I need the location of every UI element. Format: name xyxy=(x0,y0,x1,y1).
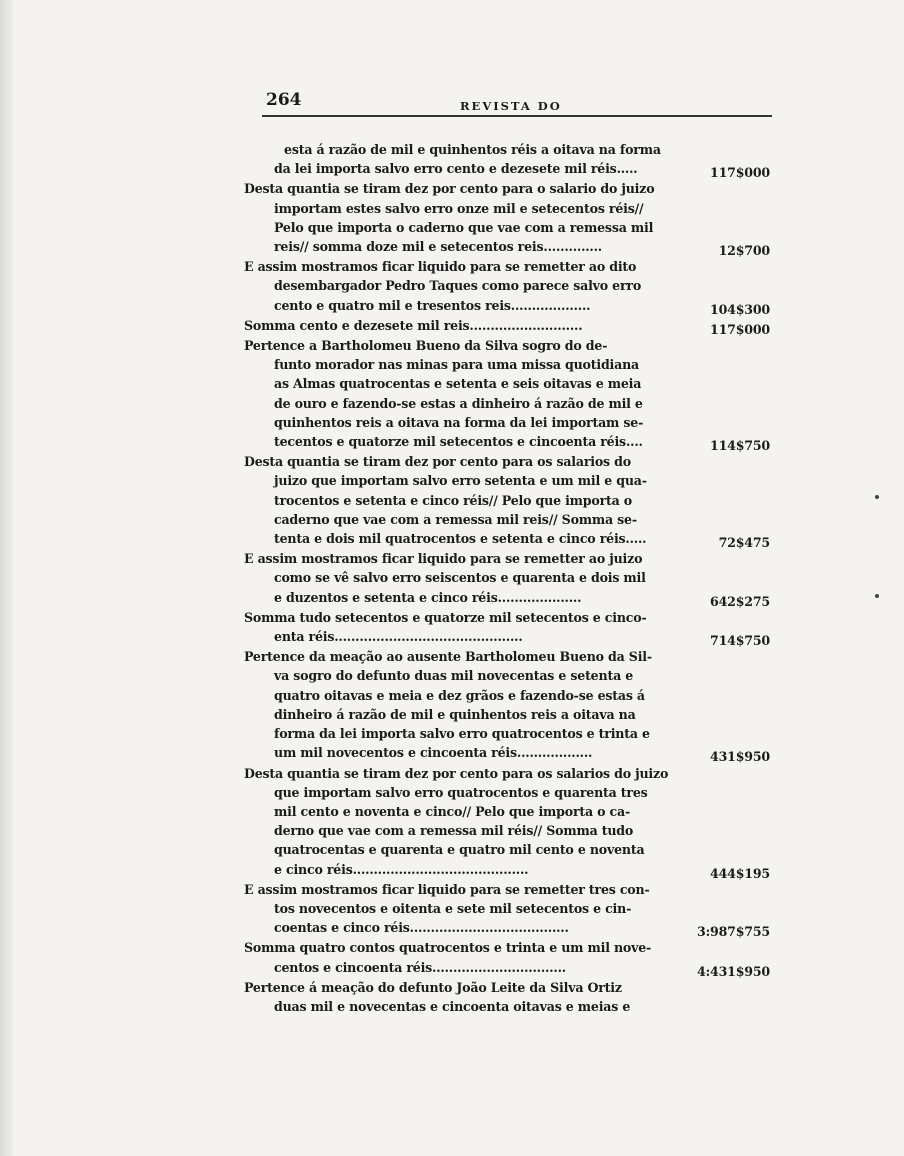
entry-line: derno que vae com a remessa mil réis// Somma tudo xyxy=(274,823,634,839)
entry-line: e cinco réis.......................................... xyxy=(274,861,529,877)
entry-line: Somma tudo setecentos e quatorze mil setecentos e cinco- xyxy=(244,609,647,625)
ledger-entry xyxy=(244,140,784,181)
ledger-entry xyxy=(244,179,784,259)
entry-line: quinhentos reis a oitava na forma da lei importam se- xyxy=(274,414,644,430)
document-body xyxy=(244,140,784,1017)
entry-line: Desta quantia se tiram dez por cento para os salarios do xyxy=(244,454,631,470)
entry-line: va sogro do defunto duas mil novecentas e setenta e xyxy=(274,668,634,684)
entry-line: mil cento e noventa e cinco// Pelo que importa o ca- xyxy=(274,803,630,819)
entry-line: quatro oitavas e meia e dez grãos e fazendo-se estas á xyxy=(274,687,645,703)
entry-line: esta á razão de mil e quinhentos réis a oitava na forma xyxy=(284,142,661,157)
ledger-entry xyxy=(244,938,784,979)
page-header xyxy=(262,86,772,116)
entry-line: trocentos e setenta e cinco réis// Pelo que importa o xyxy=(274,492,632,508)
entry-line: tenta e dois mil quatrocentos e setenta e cinco réis..... xyxy=(274,531,647,547)
entry-line: reis// somma doze mil e setecentos reis.............. xyxy=(274,239,602,255)
entry-line: E assim mostramos ficar liquido para se remetter tres con- xyxy=(244,881,650,897)
ink-speck xyxy=(875,495,879,499)
ledger-entry xyxy=(244,257,784,315)
entry-line: tecentos e quatorze mil setecentos e cincoenta réis.... xyxy=(274,434,643,450)
entry-line: importam estes salvo erro onze mil e setecentos réis// xyxy=(274,200,644,216)
entry-line: as Almas quatrocentas e setenta e seis oitavas e meia xyxy=(274,376,642,392)
entry-line: Desta quantia se tiram dez por cento para os salarios do juizo xyxy=(244,765,669,781)
entry-amount: 12$700 xyxy=(718,243,770,259)
entry-line: da lei importa salvo erro cento e dezesete mil réis..... xyxy=(274,161,638,177)
entry-line: E assim mostramos ficar liquido para se remetter ao dito xyxy=(244,259,637,275)
entry-line: e duzentos e setenta e cinco réis.................... xyxy=(274,589,582,605)
ledger-entry xyxy=(244,316,784,335)
entry-line: enta réis............................................. xyxy=(274,629,523,645)
entry-line: como se vê salvo erro seiscentos e quarenta e dois mil xyxy=(274,570,646,586)
entry-line: Pertence da meação ao ausente Bartholomeu Bueno da Sil- xyxy=(244,649,652,665)
entry-line: que importam salvo erro quatrocentos e quarenta tres xyxy=(274,784,648,800)
page-edge-shadow xyxy=(0,0,14,1156)
entry-line: E assim mostramos ficar liquido para se remetter ao juizo xyxy=(244,551,643,567)
entry-amount: 3:987$755 xyxy=(697,924,770,940)
page-number: 264 xyxy=(266,90,302,110)
ink-speck xyxy=(875,594,879,598)
entry-line: desembargador Pedro Taques como parece salvo erro xyxy=(274,278,642,294)
entry-line: coentas e cinco réis...................................... xyxy=(274,920,569,936)
entry-line: forma da lei importa salvo erro quatrocentos e trinta e xyxy=(274,726,650,742)
ledger-entry xyxy=(244,336,784,454)
entry-amount: 444$195 xyxy=(710,865,770,881)
entry-amount: 114$750 xyxy=(710,438,770,454)
entry-amount: 4:431$950 xyxy=(697,963,770,979)
entry-line: Somma quatro contos quatrocentos e trinta e um mil nove- xyxy=(244,940,652,956)
entry-amount: 117$000 xyxy=(710,321,770,337)
entry-line: Pelo que importa o caderno que vae com a remessa mil xyxy=(274,219,654,235)
entry-line: tos novecentos e oitenta e sete mil setecentos e cin- xyxy=(274,900,632,916)
entry-line: de ouro e fazendo-se estas a dinheiro á razão de mil e xyxy=(274,395,643,411)
entry-line: cento e quatro mil e tresentos reis................... xyxy=(274,297,591,313)
entry-amount: 104$300 xyxy=(710,301,770,317)
entry-amount: 642$275 xyxy=(710,593,770,609)
ledger-entry xyxy=(244,608,784,649)
entry-line: dinheiro á razão de mil e quinhentos reis a oitava na xyxy=(274,706,636,722)
ledger-entry xyxy=(244,452,784,551)
entry-line: caderno que vae com a remessa mil reis// Somma se- xyxy=(274,511,637,527)
entry-amount: 117$000 xyxy=(710,165,770,181)
running-title: REVISTA DO xyxy=(460,99,562,113)
entry-line: um mil novecentos e cincoenta réis.................. xyxy=(274,745,593,761)
entry-line: quatrocentas e quarenta e quatro mil cento e noventa xyxy=(274,842,645,858)
entry-line: Desta quantia se tiram dez por cento para o salario do juizo xyxy=(244,181,655,197)
entry-amount: 72$475 xyxy=(718,535,770,551)
ledger-entry xyxy=(244,647,784,765)
ledger-entry xyxy=(244,880,784,938)
ledger-entry xyxy=(244,764,784,879)
entry-amount: 714$750 xyxy=(710,633,770,649)
entry-line: funto morador nas minas para uma missa quotidiana xyxy=(274,357,640,373)
entry-line: Pertence a Bartholomeu Bueno da Silva sogro do de- xyxy=(244,338,608,354)
entry-line: duas mil e novecentas e cincoenta oitavas e meias e xyxy=(274,998,631,1014)
entry-line: Somma cento e dezesete mil reis........................... xyxy=(244,317,583,333)
ledger-entry xyxy=(244,978,784,1016)
entry-line: juizo que importam salvo erro setenta e um mil e qua- xyxy=(274,473,647,489)
ledger-entry xyxy=(244,549,784,607)
entry-amount: 431$950 xyxy=(710,749,770,765)
header-rule xyxy=(262,115,772,117)
entry-line: Pertence á meação do defunto João Leite da Silva Ortiz xyxy=(244,979,622,995)
entry-line: centos e cincoenta réis................................ xyxy=(274,959,566,975)
